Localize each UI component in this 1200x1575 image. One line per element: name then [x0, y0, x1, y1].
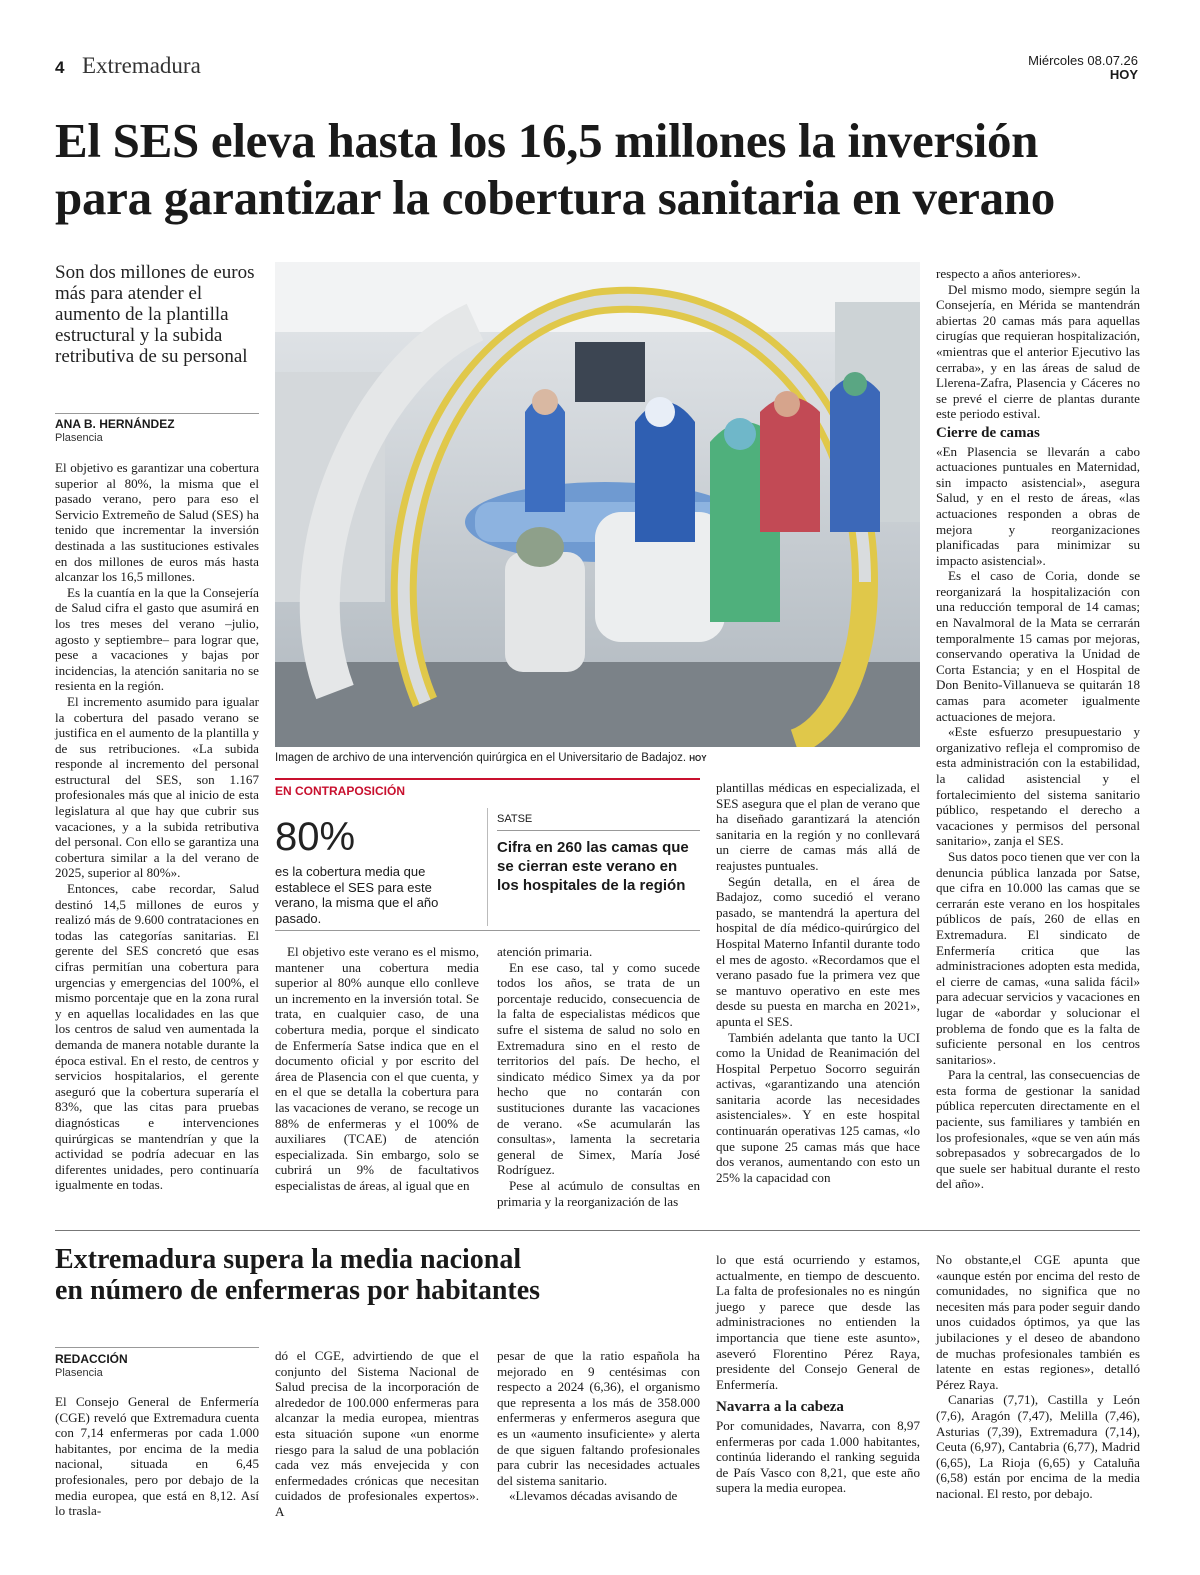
date-block — [1028, 54, 1138, 82]
paragraph: «Llevamos décadas avisando de — [509, 1488, 678, 1504]
paragraph: Para la central, las consecuencias de esta forma de gestionar la sanidad pública repercuten directamente en el paciente, sus familiares y también en los profesionales, «que se ven aún más sobrepasados y sobrecargados de lo que suele ser habitual durante el resto del año». — [936, 1067, 1140, 1192]
second-byline: REDACCIÓN — [55, 1352, 128, 1366]
article-column-1 — [55, 460, 259, 1193]
big-number-text: es la cobertura media que establece el SES para este verano, la misma que el año pasado. — [275, 864, 439, 926]
paragraph: El objetivo este verano es el mismo, mantener una cobertura media superior al 80% aunque ello conlleve un incremento en la inversión total. Se trata, en cualquier caso, de una cobertura media, porque el sindicato de Enfermería Satse indica que en el documento oficial y por escrito del área de Plasencia con el que cuenta, y en el que se detalla la cobertura para las vacaciones de verano, se recoge un 88% de enfermeras y el 100% de auxiliares (TCAE) de atención especializada. Sin embargo, solo se cubrirá un 9% de facultativos especialistas de áreas, al igual que en — [275, 944, 479, 1193]
second-column-1 — [55, 1394, 259, 1519]
satse-label: SATSE — [497, 813, 533, 825]
surgery-photo-illustration — [275, 262, 920, 747]
article-column-4 — [716, 780, 920, 1185]
paragraph: Pese al acúmulo de consultas en primaria y la reorganización de las — [497, 1177, 700, 1209]
box-divider — [487, 808, 488, 926]
surgery-photo — [275, 262, 920, 747]
paragraph: Del mismo modo, siempre según la Consejería, en Mérida se mantendrán abiertas 20 camas más para aquellas cirugías que requieran hospitalización, «mientras que el anterior Ejecutivo las cerraba», y en las áreas de salud de Llerena-Zafra, Plasencia y Cáceres no se prevé el cierre de plantas durante este periodo estival. — [936, 281, 1140, 422]
paragraph: Es la cuantía en la que la Consejería de Salud cifra el gasto que asumirá en los tres meses del verano –julio, agosto y septiembre– para lograr que, pese a vacaciones y bajas por incidencias, la atención sanitaria no se resienta en la región. — [55, 584, 259, 694]
second-column-2 — [275, 1348, 479, 1520]
subsection-heading: Navarra a la cabeza — [716, 1399, 844, 1416]
paragraph: También adelanta que tanto la UCI como la Unidad de Reanimación del Hospital Perpetuo Socorro seguirán activas, «garantizando una atención sanitaria acorde las necesidades asistenciales». Y en este hospital continuarán operativas 125 camas, «lo que supone 25 camas más que hace dos veranos, aumentando con esto un 25% la capacidad con — [716, 1029, 920, 1185]
byline-rule-2 — [55, 1347, 259, 1348]
article-separator — [55, 1230, 1140, 1231]
article-column-5 — [936, 266, 1140, 1192]
paragraph: pesar de que la ratio española ha mejorado en 9 centésimas con respecto a 2024 (6,36), el organismo que representa a los más de 358.000 enfermeras y enfermeros asegura que es un «aumento insuficiente» y alerta de que siguen faltando profesionales para cubrir las necesidades actuales del sistema sanitario. — [497, 1348, 700, 1488]
paragraph: lo que está ocurriendo y estamos, actualmente, en tiempo de descuento. La falta de profesionales no es ningún juego y parece que desde las administraciones no entienden la importancia que tiene este asunto», aseveró Florentino Pérez Raya, presidente del Consejo General de Enfermería. — [716, 1252, 920, 1392]
paragraph: El Consejo General de Enfermería (CGE) reveló que Extremadura cuenta con 7,14 enfermeras por cada 1.000 habitantes, por encima de la media nacional, situada en 6,45 profesionales, pero por debajo de la media europea, que está en 8,12. Así lo trasla- — [55, 1394, 259, 1519]
contrapos-box — [275, 784, 700, 798]
paragraph: Es el caso de Coria, donde se reorganizará la hospitalización con una reducción temporal de 14 camas; en Navalmoral de la Mata se cerrarán temporalmente 15 camas por mejoras, conservando operativa la Unidad de Corta Estancia; y en el Hospital de Don Benito-Villanueva se quitarán 18 camas para acometer igualmente actuaciones de mejora. — [936, 568, 1140, 724]
headline-line-2: para garantizar la cobertura sanitaria en verano — [55, 170, 1055, 225]
contrapos-rule — [275, 778, 700, 780]
main-headline — [55, 112, 1155, 226]
byline-location: Plasencia — [55, 432, 103, 444]
byline: ANA B. HERNÁNDEZ — [55, 417, 175, 431]
second-column-3 — [497, 1348, 700, 1504]
caption-credit: HOY — [689, 754, 707, 763]
second-headline — [55, 1244, 695, 1306]
paragraph: dó el CGE, advirtiendo de que el conjunto del Sistema Nacional de Salud precisa de la incorporación de alrededor de 100.000 enfermeras para alcanzar la media europea, mientras esta situación supone «un enorme riesgo para la salud de una población cada vez más envejecida y con enfermedades crónicas que necesitan cuidados de profesionales expertos». A — [275, 1348, 479, 1519]
box-bottom-rule — [275, 930, 700, 931]
paragraph: El objetivo es garantizar una cobertura superior al 80%, la misma que el pasado verano, pero para eso el Servicio Extremeño de Salud (SES) ha tenido que incrementar la inversión destinada a las sustituciones estivales en dos millones de euros más hasta alcanzar los 16,5 millones. — [55, 460, 259, 585]
photo-caption — [275, 752, 920, 764]
caption-text: Imagen de archivo de una intervención quirúrgica en el Universitario de Badajoz. — [275, 752, 687, 764]
page-number: 4 — [55, 58, 65, 77]
paragraph: Por comunidades, Navarra, con 8,97 enfermeras por cada 1.000 habitantes, continúa liderando el ranking seguida de País Vasco con 8,21, que este año supera la media europea. — [716, 1417, 920, 1496]
publication-name: HOY — [1109, 67, 1138, 82]
paragraph: No obstante,el CGE apunta que «aunque estén por encima del resto de comunidades, no significa que no necesiten más para poder seguir dando unos cuidados óptimos, ya que las jubilaciones y el deseo de abandono de muchas profesionales también es latente en estas regiones», detalló Pérez Raya. — [936, 1252, 1140, 1392]
paragraph: Entonces, cabe recordar, Salud destinó 14,5 millones de euros y realizó más de 9.600 contrataciones en todas las categorías sanitarias. El gerente del SES concretó que esas cifras permitían una cobertura para urgencias y emergencias del 100%, el mismo porcentaje que en la zona rural y en aquellas localidades en las que los centros de salud ven aumentada la demanda de manera notable durante la época estival. En el resto, de centros y servicios hospitalarios, el gerente aseguró que la cobertura superaría el 83%, que las citas para pruebas diagnósticas e intervenciones quirúrgicas se mantendrían y que la actividad se podría adecuar en las diferentes unidades, pero continuaría igualmente en todas. — [55, 881, 259, 1193]
satse-rule — [497, 830, 700, 831]
paragraph: En ese caso, tal y como sucede todos los años, se trata de un porcentaje reducido, consecuencia de la falta de especialistas médicos que sufre el sistema de salud no solo en Extremadura sino en el resto de territorios del país. De hecho, el sindicato médico Simex ya da por hecho que no contarán con sustituciones durante las vacaciones de verano. «Se acumularán las consultas», lamenta la secretaria general de Simex, María José Rodríguez. — [497, 959, 700, 1178]
second-headline-line-2: en número de enfermeras por habitantes — [55, 1275, 541, 1306]
paragraph: «En Plasencia se llevarán a cabo actuaciones puntuales en Maternidad, sin impacto asistencial», asegura Salud, y en el resto de áreas, «las actuaciones responden a obras de mejora y reorganizaciones planificadas para minimizar su impacto asistencial». — [936, 443, 1140, 568]
byline-rule — [55, 413, 259, 414]
paragraph: Canarias (7,71), Castilla y León (7,6), Aragón (7,47), Melilla (7,46), Asturias (7,39), Extremadura (7,14), Ceuta (6,97), Cantabria (6,77), Madrid (6,65), La Rioja (6,65) y Cataluña (6,58) están por encima de la media nacional. El resto, por debajo. — [936, 1392, 1140, 1501]
contrapos-label: EN CONTRAPOSICIÓN — [275, 784, 406, 798]
headline-line-1: El SES eleva hasta los 16,5 millones la inversión — [55, 113, 1039, 168]
second-byline-location: Plasencia — [55, 1367, 103, 1379]
article-column-3 — [497, 944, 700, 1209]
satse-title: Cifra en 260 las camas que se cierran este verano en los hospitales de la región — [497, 839, 689, 894]
paragraph: atención primaria. — [497, 944, 593, 959]
paragraph: «Este esfuerzo presupuestario y organizativo refleja el compromiso de esta administración con la estabilidad, la calidad asistencial y el fortalecimiento del sistema sanitario público, respetando el derecho a vacaciones y permisos del personal sanitario», zanja el SES. — [936, 724, 1140, 849]
article-column-2 — [275, 944, 479, 1194]
paragraph: Sus datos poco tienen que ver con la denuncia pública lanzada por Satse, que cifra en 10.000 las camas que se cerrarán este verano en los hospitales públicos de país, 260 de ellas en Extremadura. El sindicato de Enfermería critica que las administraciones adopten esta medida, el cierre de camas, «una salida fácil» para adecuar servicios y vacaciones en lugar de «abordar y solucionar el problema de fondo que es la falta de suficiente personal en los centros sanitarios». — [936, 848, 1140, 1067]
second-column-5 — [936, 1252, 1140, 1502]
second-headline-line-1: Extremadura supera la media nacional — [55, 1244, 522, 1275]
paragraph: plantillas médicas en especializada, el SES asegura que el plan de verano que ha diseñado garantizará la atención sanitaria en la región y no conllevará un cierre de camas más allá de reajustes puntuales. — [716, 780, 920, 873]
paragraph: respecto a años anteriores». — [936, 266, 1081, 281]
issue-date: Miércoles 08.07.26 — [1028, 53, 1138, 68]
subheadline: Son dos millones de euros más para atender el aumento de la plantilla estructural y la subida retributiva de su personal — [55, 262, 255, 367]
paragraph: Según detalla, en el área de Badajoz, como sucedió el verano pasado, se mantendrá la apertura del hospital de día médico-quirúrgico del Hospital Materno Infantil durante todo el mes de agosto. «Recordamos que el verano pasado fue la primera vez que se mantuvo operativo en este mes desde su puesta en marcha en 2021», apunta el SES. — [716, 873, 920, 1029]
subsection-heading: Cierre de camas — [936, 424, 1040, 441]
big-number: 80% — [275, 815, 356, 859]
section-title: Extremadura — [82, 53, 201, 78]
paragraph: El incremento asumido para igualar la cobertura del pasado verano se justifica en el aumento de la plantilla y de sus retribuciones. «La subida responde al incremento del personal estructural del SES, son 1.167 profesionales más que al inicio de esta legislatura al que hay que cubrir sus vacaciones, y a la subida retributiva del personal. Con ello se garantiza una cobertura similar a la del verano de 2025, superior al 80%». — [55, 693, 259, 881]
second-column-4 — [716, 1252, 920, 1496]
